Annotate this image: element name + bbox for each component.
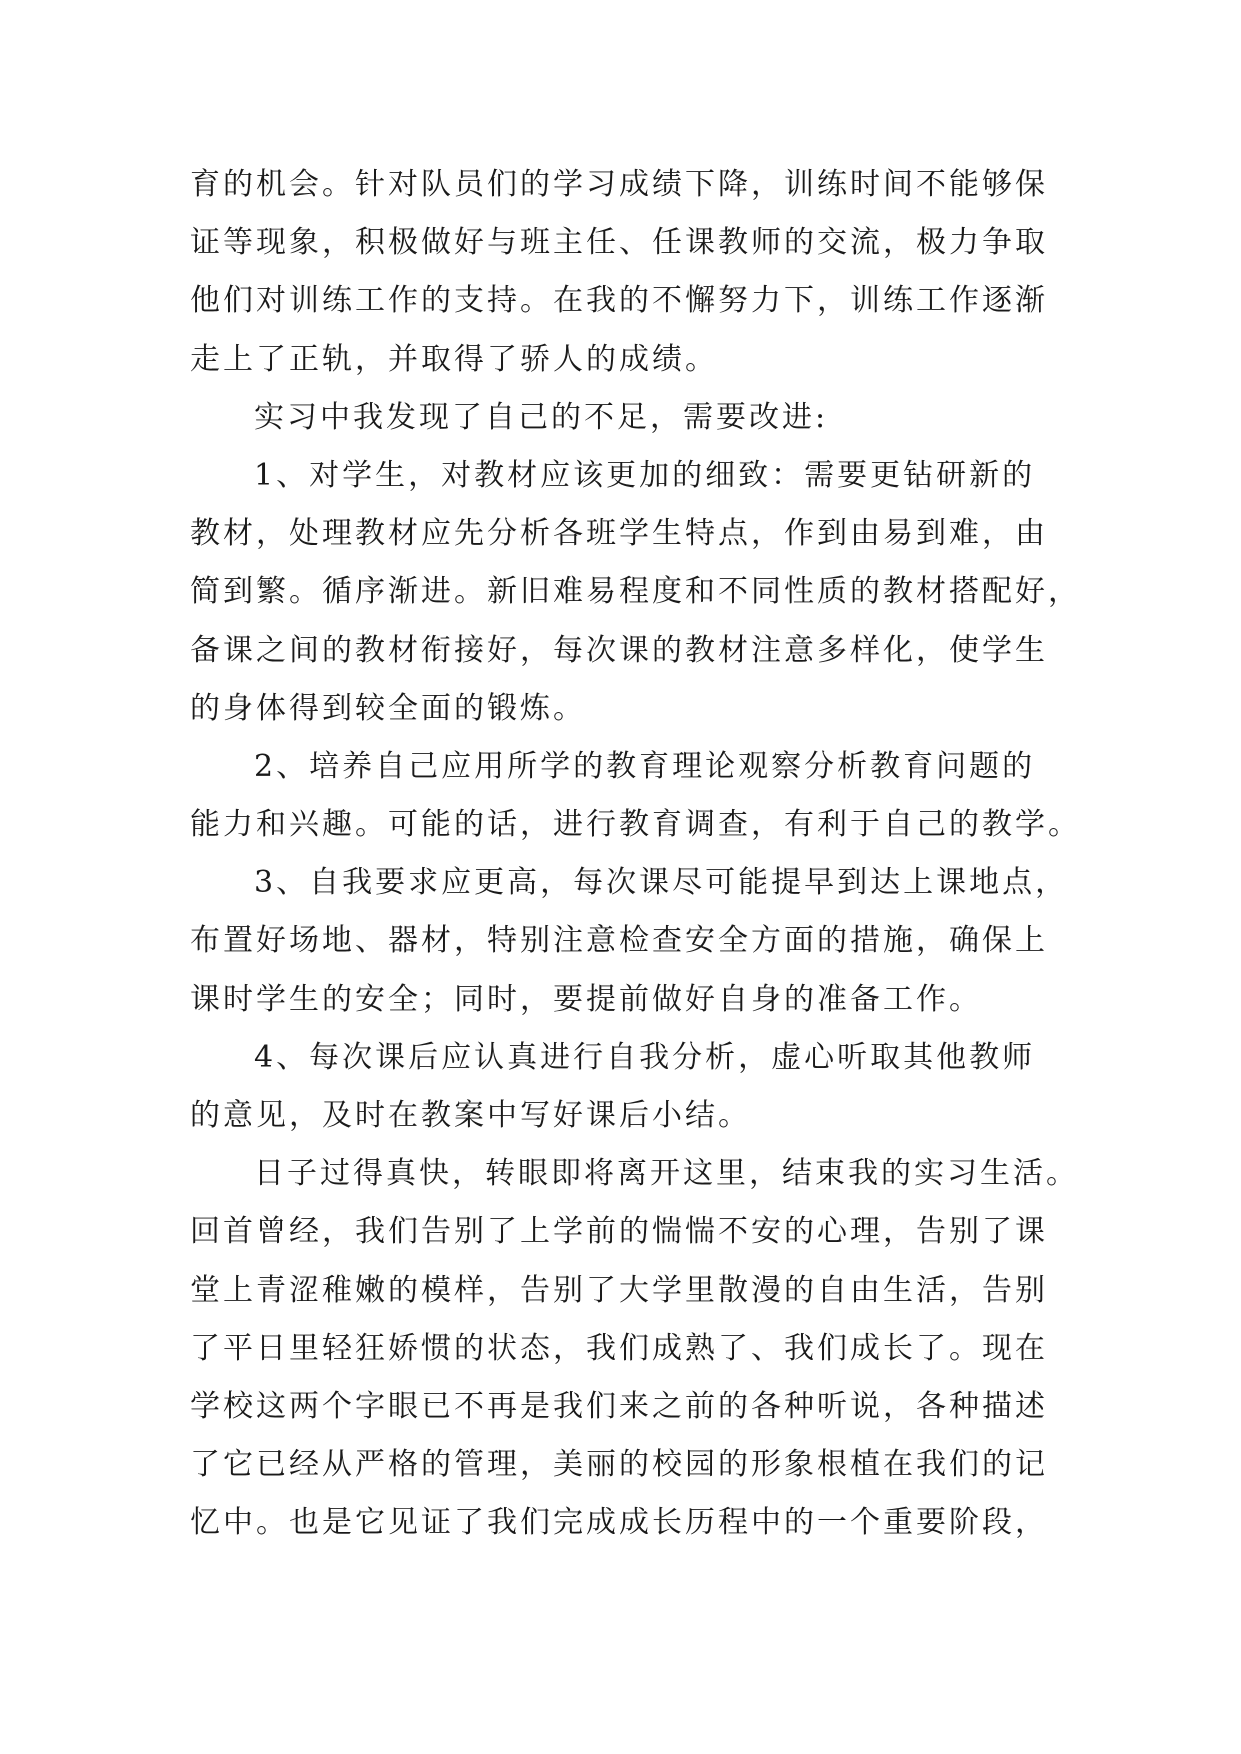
paragraph-start-line: 3、自我要求应更高，每次课尽可能提早到达上课地点， — [254, 865, 1069, 901]
text-line: 忆中。也是它见证了我们完成成长历程中的一个重要阶段， — [190, 1505, 1048, 1541]
paragraph-start-line: 实习中我发现了自己的不足，需要改进: — [254, 399, 829, 435]
text-line: 证等现象，积极做好与班主任、任课教师的交流，极力争取 — [190, 225, 1048, 261]
text-line: 回首曾经，我们告别了上学前的惴惴不安的心理，告别了课 — [190, 1214, 1048, 1250]
text-line: 的意见，及时在教案中写好课后小结。 — [190, 1098, 751, 1133]
paragraph-start-line: 日子过得真快，转眼即将离开这里，结束我的实习生活。 — [254, 1156, 1079, 1192]
text-line: 他们对训练工作的支持。在我的不懈努力下，训练工作逐渐 — [190, 283, 1048, 319]
paragraph-start-line: 2、培养自己应用所学的教育理论观察分析教育问题的 — [254, 748, 1036, 784]
text-line: 的身体得到较全面的锻炼。 — [190, 690, 586, 726]
body-text — [190, 156, 1081, 1553]
text-line: 了它已经从严格的管理，美丽的校园的形象根植在我们的记 — [190, 1447, 1048, 1483]
text-line: 能力和兴趣。可能的话，进行教育调查，有利于自己的教学。 — [190, 807, 1081, 843]
text-line: 学校这两个字眼已不再是我们来之前的各种听说，各种描述 — [190, 1388, 1048, 1424]
text-line: 走上了正轨，并取得了骄人的成绩。 — [190, 341, 718, 377]
paragraph-start-line: 4、每次课后应认真进行自我分析，虚心听取其他教师 — [254, 1039, 1036, 1075]
text-line: 堂上青涩稚嫩的模样，告别了大学里散漫的自由生活，告别 — [190, 1272, 1048, 1308]
text-line: 了平日里轻狂娇惯的状态，我们成熟了、我们成长了。现在 — [190, 1330, 1048, 1366]
paragraph-start-line: 1、对学生，对教材应该更加的细致：需要更钻研新的 — [254, 457, 1036, 493]
text-line: 课时学生的安全；同时，要提前做好自身的准备工作。 — [190, 981, 982, 1017]
text-line: 布置好场地、器材，特别注意检查安全方面的措施，确保上 — [190, 923, 1048, 959]
text-line: 备课之间的教材衔接好，每次课的教材注意多样化，使学生 — [190, 632, 1048, 668]
text-line: 教材，处理教材应先分析各班学生特点，作到由易到难，由 — [190, 516, 1048, 552]
text-line: 育的机会。针对队员们的学习成绩下降，训练时间不能够保 — [190, 167, 1048, 202]
text-line: 简到繁。循序渐进。新旧难易程度和不同性质的教材搭配好， — [190, 574, 1081, 610]
